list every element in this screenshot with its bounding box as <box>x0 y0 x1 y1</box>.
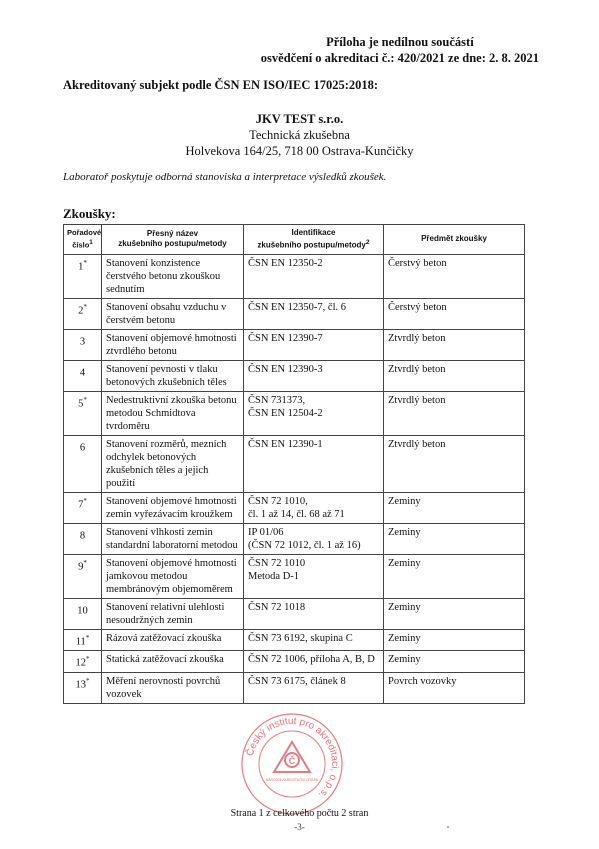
row-test-subject: Zeminy <box>384 523 525 554</box>
row-method-name: Nedestruktivní zkouška betonu metodou Schmidtova tvrdoměru <box>102 391 244 435</box>
row-method-id: ČSN EN 12390-7 <box>244 329 384 360</box>
header-test-subject: Předmět zkoušky <box>384 225 525 255</box>
header-method-name: Přesný název zkušebního postupu/metody <box>102 225 244 255</box>
row-method-name: Měření nerovnosti povrchů vozovek <box>102 672 244 703</box>
row-test-subject: Čerstvý beton <box>384 254 525 298</box>
row-number: 12* <box>64 651 102 673</box>
header-line-1: Příloha je nedílnou součástí <box>326 35 474 49</box>
table-row <box>64 298 525 329</box>
header-method-id: Identifikace zkušebního postupu/metody$^2$ <box>244 225 384 255</box>
header-order-number: Pořadové číslo$^1$ <box>64 225 102 255</box>
row-test-subject: Zeminy <box>384 554 525 598</box>
table-row <box>64 554 525 598</box>
table-row <box>64 492 525 523</box>
row-test-subject: Ztvrdlý beton <box>384 391 525 435</box>
row-number: 5* <box>64 391 102 435</box>
lab-info <box>0 111 599 159</box>
row-method-id: ČSN 72 1006, příloha A, B, D <box>244 651 384 673</box>
row-method-name: Stanovení objemové hmotnosti ztvrdlého betonu <box>102 329 244 360</box>
lab-address: Holvekova 164/25, 718 00 Ostrava-Kunčičky <box>185 144 414 158</box>
table-row <box>64 598 525 629</box>
document-header <box>261 34 539 66</box>
row-test-subject: Zeminy <box>384 651 525 673</box>
page-number: -3- <box>294 822 305 832</box>
row-test-subject: Ztvrdlý beton <box>384 360 525 391</box>
row-method-id: ČSN EN 12350-2 <box>244 254 384 298</box>
table-row <box>64 254 525 298</box>
table-row <box>64 435 525 492</box>
row-test-subject: Zeminy <box>384 629 525 651</box>
tests-title: Zkoušky: <box>63 206 116 221</box>
row-test-subject: Zeminy <box>384 492 525 523</box>
table-header-row <box>64 225 525 255</box>
row-method-name: Stanovení obsahu vzduchu v čerstvém betonu <box>102 298 244 329</box>
row-test-subject: Ztvrdlý beton <box>384 329 525 360</box>
row-method-id: ČSN 73 6192, skupina C <box>244 629 384 651</box>
lab-name: JKV TEST s.r.o. <box>255 112 344 126</box>
row-number: 3 <box>64 329 102 360</box>
row-method-id: ČSN EN 12390-3 <box>244 360 384 391</box>
row-test-subject: Zeminy <box>384 598 525 629</box>
row-number: 10 <box>64 598 102 629</box>
row-method-id: ČSN 72 1018 <box>244 598 384 629</box>
svg-text:Č: Č <box>288 756 296 766</box>
row-number: 1* <box>64 254 102 298</box>
row-method-name: Stanovení vlhkosti zemin standardní laboratorní metodou <box>102 523 244 554</box>
row-method-name: Stanovení relativní ulehlosti nesoudržných zemin <box>102 598 244 629</box>
row-test-subject: Ztvrdlý beton <box>384 435 525 492</box>
row-method-id: ČSN 72 1010, čl. 1 až 14, čl. 68 až 71 <box>244 492 384 523</box>
stamp-inner-text: NÁRODNÍ AKREDITAČNÍ ORGÁN <box>265 778 319 782</box>
row-method-id: IP 01/06 (ČSN 72 1012, čl. 1 až 16) <box>244 523 384 554</box>
row-method-id: ČSN 72 1010 Metoda D-1 <box>244 554 384 598</box>
table-row <box>64 672 525 703</box>
table-row <box>64 651 525 673</box>
row-test-subject: Povrch vozovky <box>384 672 525 703</box>
row-method-name: Stanovení objemové hmotnosti zemin vyřezávacím kroužkem <box>102 492 244 523</box>
table-row <box>64 360 525 391</box>
header-line-2: osvědčení o akreditaci č.: 420/2021 ze dne: 2. 8. 2021 <box>260 51 539 65</box>
lab-type: Technická zkušebna <box>249 128 350 142</box>
row-number: 11* <box>64 629 102 651</box>
row-method-name: Rázová zatěžovací zkouška <box>102 629 244 651</box>
row-number: 4 <box>64 360 102 391</box>
lab-note: Laboratoř poskytuje odborná stanoviska a interpretace výsledků zkoušek. <box>63 171 387 183</box>
row-number: 9* <box>64 554 102 598</box>
table-row <box>64 329 525 360</box>
accreditation-stamp <box>240 712 344 816</box>
stamp-logo-icon <box>274 742 310 772</box>
row-method-name: Stanovení objemové hmotnosti jamkovou metodou membránovým objemoměrem <box>102 554 244 598</box>
table-row <box>64 391 525 435</box>
row-method-id: ČSN 731373, ČSN EN 12504-2 <box>244 391 384 435</box>
table-row <box>64 629 525 651</box>
row-number: 2* <box>64 298 102 329</box>
scan-speck <box>447 826 449 828</box>
row-number: 13* <box>64 672 102 703</box>
row-method-name: Stanovení pevnosti v tlaku betonových zkušebních těles <box>102 360 244 391</box>
row-number: 7* <box>64 492 102 523</box>
row-test-subject: Čerstvý beton <box>384 298 525 329</box>
row-number: 6 <box>64 435 102 492</box>
footer-page-count: Strana 1 z celkového počtu 2 stran <box>230 808 369 819</box>
row-method-id: ČSN 73 6175, článek 8 <box>244 672 384 703</box>
table-row <box>64 523 525 554</box>
row-number: 8 <box>64 523 102 554</box>
stamp-ring-text: Český institut pro akreditaci, o.p.s. <box>244 715 341 801</box>
row-method-id: ČSN EN 12390-1 <box>244 435 384 492</box>
accreditation-line: Akreditovaný subjekt podle ČSN EN ISO/IEC 17025:2018: <box>63 78 379 92</box>
row-method-name: Stanovení rozměrů, mezních odchylek betonových zkušebních těles a jejich použití <box>102 435 244 492</box>
row-method-name: Stanovení konzistence čerstvého betonu zkouškou sednutím <box>102 254 244 298</box>
tests-table <box>63 224 525 704</box>
row-method-name: Statická zatěžovací zkouška <box>102 651 244 673</box>
row-method-id: ČSN EN 12350-7, čl. 6 <box>244 298 384 329</box>
